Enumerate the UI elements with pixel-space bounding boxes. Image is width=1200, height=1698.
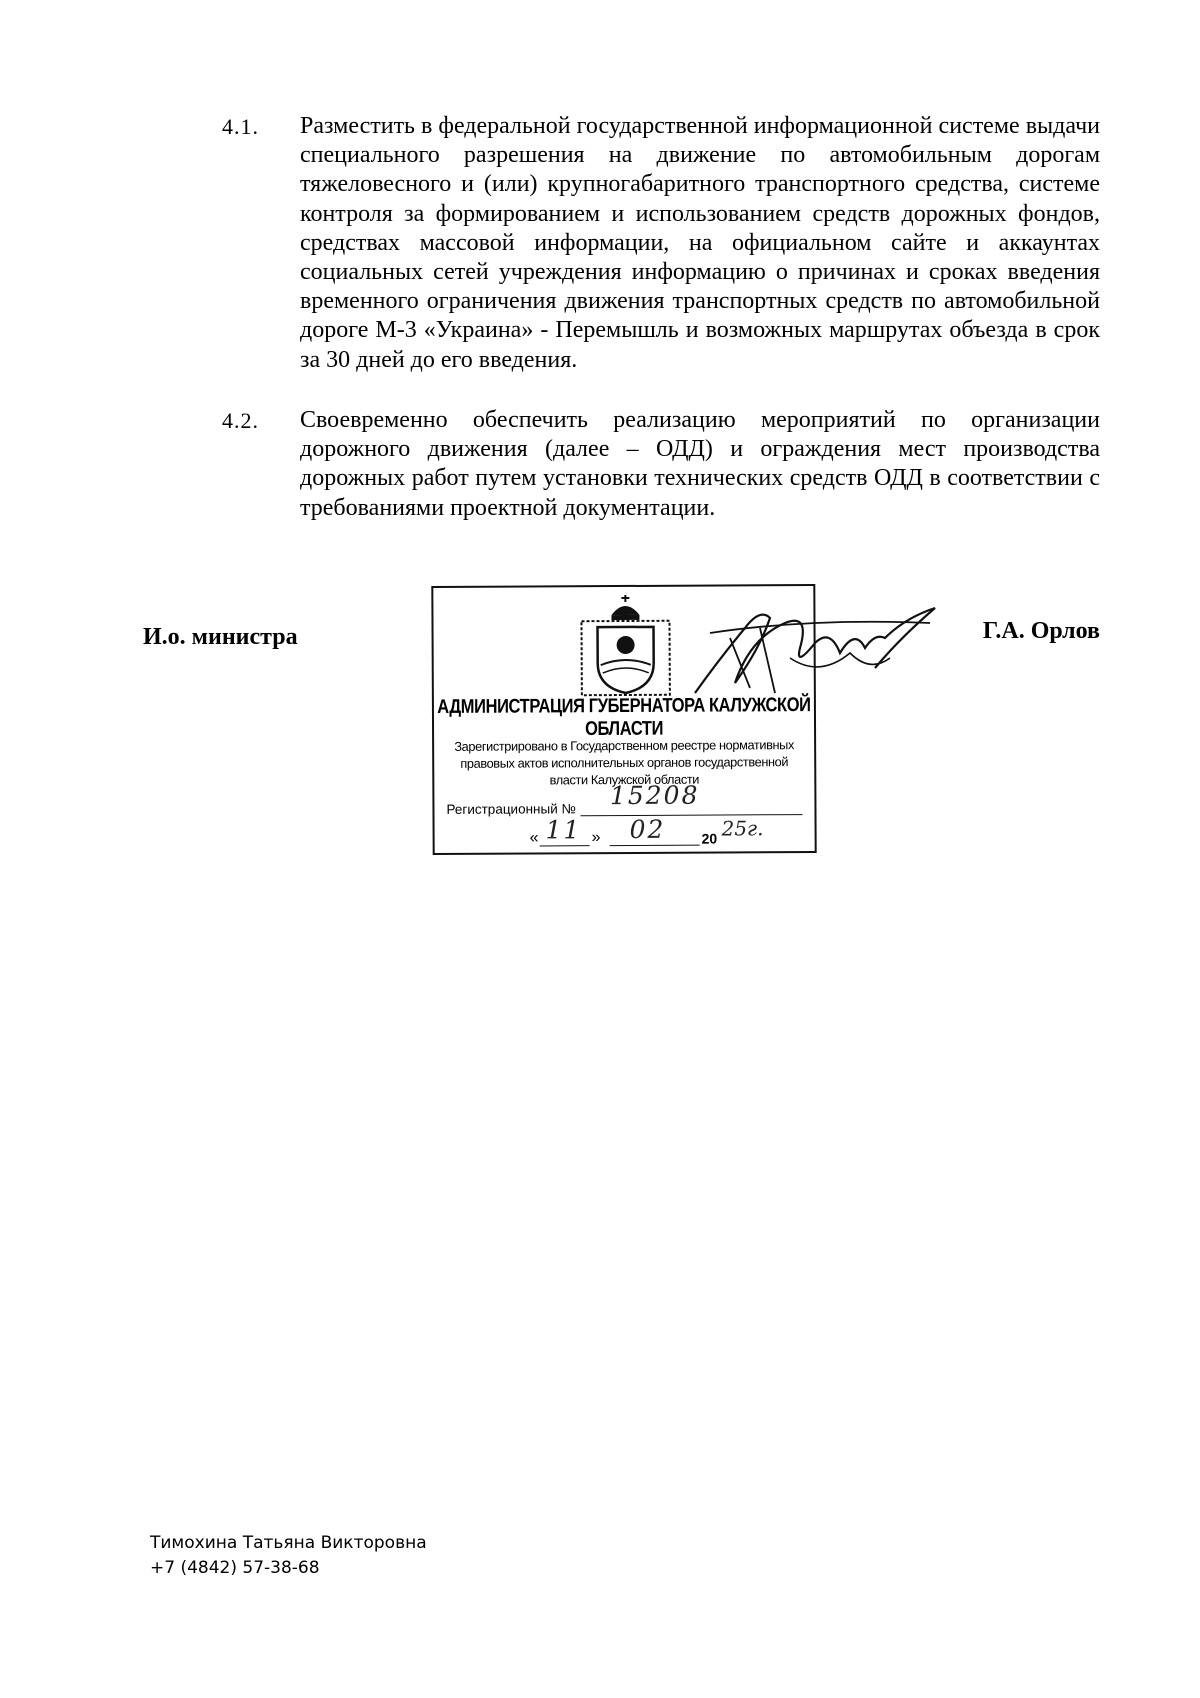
stamp-title: АДМИНИСТРАЦИЯ ГУБЕРНАТОРА КАЛУЖСКОЙ ОБЛАСТИ bbox=[437, 694, 811, 740]
registration-label: Регистрационный № bbox=[446, 801, 577, 817]
item-text: Своевременно обеспечить реализацию мероприятий по организации дорожного движения (далее – ОДД) и ограждения мест производства дорожных работ путем установки технических средств ОДД в соответствии с требованиями проектной документации. bbox=[300, 407, 1100, 521]
registration-number-row bbox=[446, 780, 802, 817]
signatory-name: Г.А. Орлов bbox=[982, 618, 1100, 644]
date-year-suffix: 25г. bbox=[721, 816, 764, 841]
contact-phone: +7 (4842) 57-38-68 bbox=[150, 1558, 320, 1578]
date-year-prefix: 20 bbox=[701, 830, 718, 847]
item-number: 4.1. bbox=[222, 114, 259, 139]
item-number: 4.2. bbox=[222, 408, 259, 433]
coat-of-arms-icon bbox=[575, 593, 676, 700]
signatory-position: И.о. министра bbox=[143, 624, 298, 650]
registration-number: 15208 bbox=[609, 780, 700, 811]
contact-name: Тимохина Татьяна Викторовна bbox=[150, 1533, 427, 1553]
contact-info bbox=[150, 1531, 427, 1581]
date-day: 11 bbox=[545, 815, 582, 845]
handwritten-signature bbox=[690, 598, 940, 703]
stamp-body-text: Зарегистрировано в Государственном реестре нормативных правовых актов исполнительных органов государственной власти Калужской области bbox=[454, 737, 794, 788]
date-month: 02 bbox=[629, 814, 666, 844]
registration-date: « 11 » 02 20 25г. bbox=[529, 814, 764, 847]
item-text: Разместить в федеральной государственной информационной системе выдачи специального разрешения на движение по автомобильным дорогам тяжеловесного и (или) крупногабаритного транспортного средства, системе контроля за формированием и использованием средств дорожных фондов, средствах массовой информации, на официальном сайте и аккаунтах социальных сетей учреждения информацию о причинах и сроках введения временного ограничения движения транспортных средств по автомобильной дороге М-3 «Украина» - Перемышль и возможных маршрутах объезда в срок за 30 дней до его введения. bbox=[300, 113, 1100, 373]
